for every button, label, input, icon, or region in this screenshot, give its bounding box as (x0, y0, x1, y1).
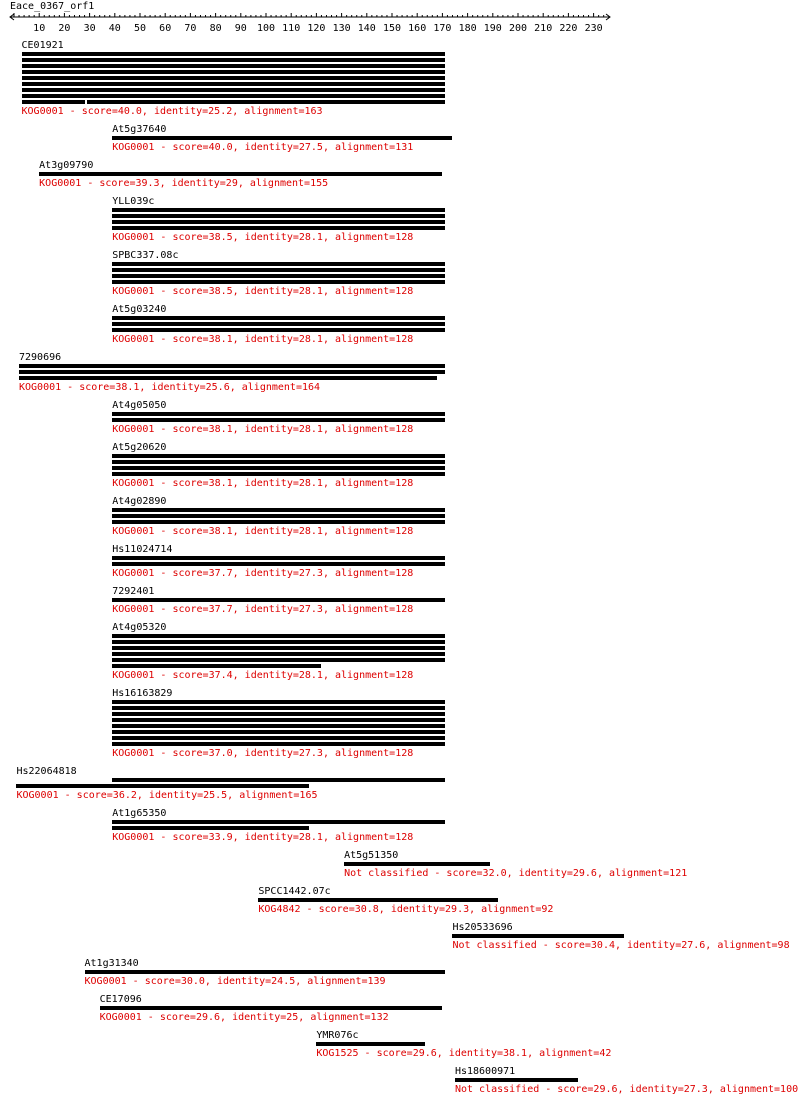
ruler-tick-label: 40 (108, 23, 121, 34)
hit-annotation[interactable]: Not classified - score=30.4, identity=27.6, alignment=98 (452, 940, 790, 951)
hit-name[interactable]: SPCC1442.07c (258, 886, 331, 897)
hit-annotation[interactable]: KOG0001 - score=33.9, identity=28.1, alignment=128 (112, 832, 414, 843)
alignment-bar[interactable] (85, 970, 445, 974)
alignment-bar[interactable] (19, 364, 445, 368)
hit-name[interactable]: At4g02890 (112, 496, 167, 507)
hit-name[interactable]: At4g05320 (112, 622, 167, 633)
alignment-bar[interactable] (112, 226, 445, 230)
hit-name[interactable]: At4g05050 (112, 400, 167, 411)
hit-annotation[interactable]: Not classified - score=29.6, identity=27.3, alignment=100 (454, 1084, 798, 1095)
hit-annotation[interactable]: KOG0001 - score=40.0, identity=27.5, alignment=131 (112, 142, 414, 153)
alignment-bar[interactable] (112, 214, 445, 218)
alignment-bar[interactable] (22, 88, 445, 92)
alignment-bar[interactable] (112, 658, 445, 662)
alignment-bar[interactable] (22, 64, 445, 68)
alignment-bar[interactable] (16, 784, 308, 788)
hit-name[interactable]: SPBC337.08c (112, 250, 179, 261)
hit-annotation[interactable]: KOG0001 - score=37.7, identity=27.3, alignment=128 (112, 568, 414, 579)
alignment-bar[interactable] (112, 274, 445, 278)
alignment-bar[interactable] (112, 712, 445, 716)
alignment-bar[interactable] (112, 820, 445, 824)
hit-annotation[interactable]: KOG1525 - score=29.6, identity=38.1, alignment=42 (316, 1048, 612, 1059)
alignment-bar[interactable] (112, 718, 445, 722)
hit-name[interactable]: At1g65350 (112, 808, 167, 819)
ruler-tick-label: 210 (534, 23, 553, 34)
alignment-bar[interactable] (112, 208, 445, 212)
alignment-bar[interactable] (452, 934, 623, 938)
alignment-bar[interactable] (112, 826, 309, 830)
alignment-bar[interactable] (112, 724, 445, 728)
ruler-tick-label: 70 (184, 23, 197, 34)
hit-name[interactable]: Hs22064818 (16, 766, 77, 777)
alignment-bar[interactable] (112, 262, 445, 266)
hit-annotation[interactable]: KOG0001 - score=37.0, identity=27.3, alignment=128 (112, 748, 414, 759)
alignment-bar[interactable] (112, 418, 445, 422)
hit-annotation[interactable]: KOG0001 - score=39.3, identity=29, alignment=155 (39, 178, 329, 189)
alignment-bar[interactable] (112, 640, 445, 644)
ruler-tick-label: 180 (458, 23, 477, 34)
hit-name[interactable]: Hs16163829 (112, 688, 173, 699)
hit-annotation[interactable]: KOG0001 - score=37.4, identity=28.1, alignment=128 (112, 670, 414, 681)
alignment-bar[interactable] (344, 862, 490, 866)
alignment-bar[interactable] (22, 70, 445, 74)
hit-name[interactable]: Hs20533696 (452, 922, 513, 933)
alignment-bar[interactable] (112, 514, 445, 518)
alignment-bar[interactable] (112, 280, 445, 284)
alignment-bar[interactable] (112, 598, 445, 602)
alignment-bar[interactable] (112, 220, 445, 224)
ruler-tick-label: 190 (483, 23, 502, 34)
alignment-bar[interactable] (112, 706, 445, 710)
alignment-bar[interactable] (112, 634, 445, 638)
hit-name[interactable]: YMR076c (316, 1030, 359, 1041)
alignment-bar[interactable] (112, 562, 445, 566)
hit-annotation[interactable]: KOG0001 - score=38.1, identity=28.1, alignment=128 (112, 334, 414, 345)
hit-annotation[interactable]: KOG0001 - score=36.2, identity=25.5, alignment=165 (16, 790, 318, 801)
alignment-bar[interactable] (258, 898, 497, 902)
ruler-tick-label: 220 (559, 23, 578, 34)
alignment-bar[interactable] (112, 466, 445, 470)
alignment-bar[interactable] (112, 460, 445, 464)
alignment-bar[interactable] (22, 82, 445, 86)
ruler-tick-label: 200 (508, 23, 528, 34)
alignment-bar[interactable] (112, 664, 321, 668)
hit-annotation[interactable]: Not classified - score=32.0, identity=29.6, alignment=121 (344, 868, 688, 879)
hit-annotation[interactable]: KOG4842 - score=30.8, identity=29.3, alignment=92 (258, 904, 554, 915)
hit-name[interactable]: Hs18600971 (454, 1066, 516, 1077)
ruler-tick-label: 160 (408, 23, 427, 34)
hit-name[interactable]: YLL039c (112, 196, 155, 207)
hit-name[interactable]: Hs11024714 (112, 544, 173, 555)
ruler-tick-label: 170 (433, 23, 452, 34)
alignment-bar[interactable] (112, 700, 445, 704)
ruler-tick-label: 120 (307, 23, 326, 34)
hit-annotation[interactable]: KOG0001 - score=38.1, identity=28.1, alignment=128 (112, 526, 414, 537)
hit-name[interactable]: At5g51350 (344, 850, 399, 861)
hit-annotation[interactable]: KOG0001 - score=38.1, identity=28.1, alignment=128 (112, 478, 414, 489)
ruler-tick-label: 130 (332, 23, 351, 34)
ruler-tick-label: 30 (83, 23, 96, 34)
query-title: Eace_0367_orf1 (10, 1, 95, 12)
alignment-bar[interactable] (112, 136, 452, 140)
alignment-bar[interactable] (112, 322, 445, 326)
ruler-tick-label: 20 (58, 23, 71, 34)
hit-annotation[interactable]: KOG0001 - score=29.6, identity=25, alignment=132 (99, 1012, 389, 1023)
hit-annotation[interactable]: KOG0001 - score=40.0, identity=25.2, alignment=163 (21, 106, 323, 117)
alignment-bar[interactable] (112, 472, 445, 476)
alignment-bar[interactable] (112, 742, 445, 746)
alignment-bar[interactable] (112, 556, 445, 560)
alignment-bar[interactable] (112, 736, 445, 740)
alignment-bar[interactable] (87, 100, 445, 104)
hit-name[interactable]: At1g31340 (84, 958, 139, 969)
alignment-bar[interactable] (39, 172, 442, 176)
alignment-bar[interactable] (112, 508, 445, 512)
hit-name[interactable]: 7292401 (112, 586, 155, 597)
ruler-tick-label: 150 (382, 23, 402, 34)
alignment-bar[interactable] (455, 1078, 578, 1082)
ruler-tick-label: 80 (209, 23, 222, 34)
ruler-tick-label: 140 (357, 23, 376, 34)
ruler-tick-label: 60 (159, 23, 172, 34)
ruler-tick-label: 100 (256, 23, 276, 34)
ruler-tick-label: 230 (584, 23, 603, 34)
ruler-tick-label: 50 (133, 23, 147, 34)
hit-name[interactable]: CE17096 (99, 994, 142, 1005)
alignment-bar[interactable] (112, 730, 445, 734)
alignment-bar[interactable] (112, 646, 445, 650)
ruler-tick-label: 110 (282, 23, 301, 34)
hit-name[interactable]: 7290696 (19, 352, 62, 363)
ruler-tick-label: 10 (33, 23, 46, 34)
alignment-bar[interactable] (112, 268, 445, 272)
alignment-bar[interactable] (22, 52, 445, 56)
alignment-bar[interactable] (112, 316, 445, 320)
alignment-bar[interactable] (22, 100, 85, 104)
hit-annotation[interactable]: KOG0001 - score=37.7, identity=27.3, alignment=128 (112, 604, 414, 615)
alignment-bar[interactable] (112, 454, 445, 458)
hit-annotation[interactable]: KOG0001 - score=38.1, identity=28.1, alignment=128 (112, 424, 414, 435)
alignment-bar[interactable] (112, 520, 445, 524)
alignment-bar[interactable] (22, 94, 445, 98)
alignment-bar[interactable] (19, 370, 445, 374)
hit-annotation[interactable]: KOG0001 - score=38.5, identity=28.1, alignment=128 (112, 286, 414, 297)
hit-annotation[interactable]: KOG0001 - score=30.0, identity=24.5, alignment=139 (84, 976, 386, 987)
hit-annotation[interactable]: KOG0001 - score=38.5, identity=28.1, alignment=128 (112, 232, 414, 243)
alignment-bar[interactable] (100, 1006, 443, 1010)
alignment-bar[interactable] (112, 652, 445, 656)
alignment-bar[interactable] (112, 328, 445, 332)
alignment-bar[interactable] (316, 1042, 424, 1046)
alignment-bar[interactable] (112, 412, 445, 416)
alignment-bar[interactable] (22, 76, 445, 80)
hit-name[interactable]: At5g03240 (112, 304, 167, 315)
hit-name[interactable]: At3g09790 (39, 160, 94, 171)
hit-name[interactable]: CE01921 (21, 40, 64, 51)
alignment-bar[interactable] (22, 58, 445, 62)
alignment-bar[interactable] (112, 778, 445, 782)
alignment-bar[interactable] (19, 376, 437, 380)
hit-name[interactable]: At5g37640 (112, 124, 167, 135)
ruler-tick-label: 90 (234, 23, 247, 34)
hit-annotation[interactable]: KOG0001 - score=38.1, identity=25.6, alignment=164 (19, 382, 321, 393)
hit-name[interactable]: At5g20620 (112, 442, 167, 453)
